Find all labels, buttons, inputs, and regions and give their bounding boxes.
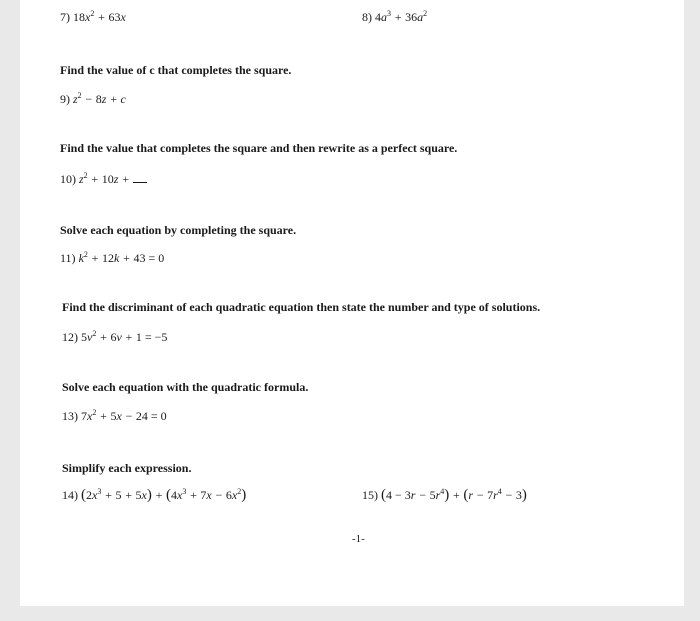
problem-8-number: 8): [362, 10, 372, 24]
heading-simplify: Simplify each expression.: [62, 461, 192, 475]
problem-15: [362, 487, 527, 504]
problem-11-expression: $k^2 + 12k + 43 = 0$: [78, 250, 165, 265]
problem-7: [60, 10, 126, 25]
problem-7-number: 7): [60, 10, 70, 24]
problem-8-expression: $4a^3 + 36a^2$: [375, 9, 428, 24]
problem-13-expression: $7x^2 + 5x - 24 = 0$: [81, 408, 167, 423]
problem-14-expression: $(2x^3 + 5 + 5x) + (4x^3 + 7x - 6x^2)$: [81, 487, 247, 503]
worksheet-page: [20, 0, 684, 606]
heading-complete-square-c: Find the value of c that completes the square.: [60, 63, 292, 77]
problem-10: [60, 172, 147, 187]
problem-10-expression: $z^2 + 10z$ +: [79, 172, 147, 186]
heading-discriminant: Find the discriminant of each quadratic equation then state the number and type of solutions.: [62, 300, 541, 314]
problem-13-number: 13): [62, 409, 78, 423]
problem-10-number: 10): [60, 172, 76, 186]
problem-7-expression: $18x^2 + 63x$: [73, 9, 126, 24]
answer-blank: [133, 173, 147, 183]
problem-8: [362, 10, 427, 25]
problem-13: [62, 409, 167, 424]
problem-9: [60, 92, 126, 107]
problem-14-number: 14): [62, 488, 78, 502]
problem-12-number: 12): [62, 330, 78, 344]
problem-12-expression: $5v^2 + 6v + 1 = -5$: [81, 329, 168, 344]
heading-perfect-square: Find the value that completes the square and then rewrite as a perfect square.: [60, 141, 458, 155]
problem-9-number: 9): [60, 92, 70, 106]
page-number: -1-: [352, 533, 365, 545]
problem-11: [60, 251, 164, 266]
problem-15-expression: $(4 - 3r - 5r^4) + (r - 7r^4 - 3)$: [381, 487, 527, 503]
problem-15-number: 15): [362, 488, 378, 502]
problem-12: [62, 330, 167, 345]
heading-quadratic-formula: Solve each equation with the quadratic formula.: [62, 380, 309, 394]
problem-11-number: 11): [60, 251, 76, 265]
heading-completing-square: Solve each equation by completing the square.: [60, 223, 297, 237]
problem-14: [62, 487, 246, 504]
problem-9-expression: $z^2 - 8z + c$: [73, 91, 126, 106]
